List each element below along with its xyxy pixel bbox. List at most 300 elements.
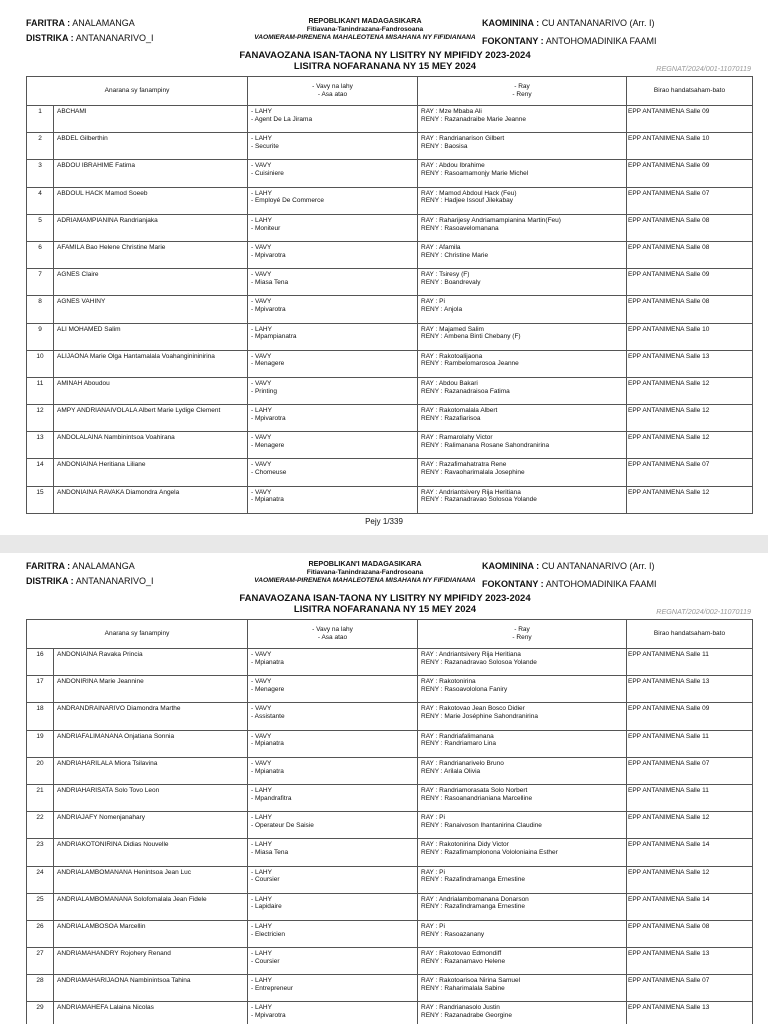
voter-number: 24 (27, 866, 54, 893)
voter-name: ANDONIAINA RAVAKA Diamondra Angela (54, 486, 248, 513)
voter-office: EPP ANTANIMENA Salle 07 (627, 459, 753, 486)
col-header-job: - Asa atao (317, 91, 348, 98)
voter-sex-job (248, 866, 418, 893)
voter-mother: RENY : Razanamavo Helene (421, 957, 506, 965)
col-header-mother: - Reny (512, 91, 532, 98)
voter-mother: RENY : Christine Marie (421, 251, 489, 259)
kaominina-value: CU ANTANANARIVO (Arr. I) (541, 18, 655, 28)
voter-office: EPP ANTANIMENA Salle 07 (627, 975, 753, 1002)
voter-parents (418, 432, 627, 459)
voter-number: 5 (27, 214, 54, 241)
col-header-sex: - Vavy na lahy (312, 83, 353, 91)
voter-parents (418, 866, 627, 893)
kaominina-line (482, 18, 655, 29)
voter-mother: RENY : Razafiarisoa (421, 414, 481, 422)
voter-sex: - VAVY (251, 162, 272, 170)
voter-table (26, 619, 753, 1024)
voter-row (27, 459, 753, 486)
voter-row (27, 784, 753, 811)
voter-row (27, 730, 753, 757)
voter-parents (418, 948, 627, 975)
voter-office: EPP ANTANIMENA Salle 12 (627, 405, 753, 432)
voter-office: EPP ANTANIMENA Salle 12 (627, 812, 753, 839)
voter-father: RAY : Tsiresy (F) (421, 271, 470, 279)
voter-row (27, 160, 753, 187)
document-title (160, 50, 610, 72)
voter-name: AGNES VAHINY (54, 296, 248, 323)
republic-name: REPOBLIKAN'I MADAGASIKARA (308, 16, 422, 25)
col-header-name: Anarana sy fanampiny (27, 620, 248, 649)
voter-row (27, 948, 753, 975)
voter-job: - Mpianatra (251, 740, 284, 748)
voter-sex: - LAHY (251, 189, 272, 197)
voter-sex-job (248, 269, 418, 296)
voter-mother: RENY : Razanadravao Solosoa Yolande (421, 658, 537, 666)
voter-name: ANDRIAMAHEFA Lalaina Nicolas (54, 1002, 248, 1024)
voter-mother: RENY : Razanadraisoa Fatima (421, 387, 510, 395)
voter-office: EPP ANTANIMENA Salle 08 (627, 241, 753, 268)
voter-sex-job (248, 377, 418, 404)
voter-sex: - VAVY (251, 678, 272, 686)
title-line-1: FANAVAOZANA ISAN-TAONA NY LISITRY NY MPIFIDY 2023-2024 (239, 593, 531, 604)
voter-sex-job (248, 812, 418, 839)
voter-office: EPP ANTANIMENA Salle 08 (627, 296, 753, 323)
voter-parents (418, 893, 627, 920)
voter-name: ANDRANDRAINARIVO Diamondra Marthe (54, 703, 248, 730)
voter-mother: RENY : Ravaoharimalala Josephine (421, 469, 525, 477)
voter-parents (418, 106, 627, 133)
voter-sex-job (248, 323, 418, 350)
voter-sex-job (248, 133, 418, 160)
voter-name: ALI MOHAMED Salim (54, 323, 248, 350)
col-header-sex-job (248, 77, 418, 106)
voter-office: EPP ANTANIMENA Salle 13 (627, 676, 753, 703)
voter-job: - Miasa Tena (251, 849, 289, 857)
voter-name: ANDONIRINA Marie Jeannine (54, 676, 248, 703)
voter-office: EPP ANTANIMENA Salle 08 (627, 214, 753, 241)
voter-sex: - LAHY (251, 814, 272, 822)
voter-sex: - VAVY (251, 352, 272, 360)
voter-row (27, 893, 753, 920)
voter-row (27, 296, 753, 323)
table-header-row (27, 620, 753, 649)
voter-job: - Menagere (251, 442, 285, 450)
faritra-line (26, 561, 135, 572)
voter-job: - Lapidaire (251, 903, 282, 911)
voter-job: - Mpianatra (251, 496, 284, 504)
voter-row (27, 432, 753, 459)
distrika-label: DISTRIKA : (26, 576, 74, 586)
voter-parents (418, 676, 627, 703)
voter-name: ANDOLALAINA Nambinintsoa Voahirana (54, 432, 248, 459)
voter-office: EPP ANTANIMENA Salle 07 (627, 757, 753, 784)
voter-row (27, 323, 753, 350)
voter-sex-job (248, 459, 418, 486)
voter-name: ANDRIALAMBOSOA Marcellin (54, 920, 248, 947)
voter-sex: - LAHY (251, 868, 272, 876)
voter-father: RAY : Mamod Abdoul Hack (Feu) (421, 189, 517, 197)
fokontany-label: FOKONTANY : (482, 36, 544, 46)
voter-office: EPP ANTANIMENA Salle 13 (627, 350, 753, 377)
voter-sex-job (248, 106, 418, 133)
voter-mother: RENY : Razanadraibe Marie Jeanne (421, 115, 527, 123)
voter-mother: RENY : Rambelomarosoa Jeanne (421, 360, 519, 368)
voter-mother: RENY : Arilala Olivia (421, 767, 481, 775)
voter-name: ANDRIAHARISATA Solo Tovo Leon (54, 784, 248, 811)
voter-sex: - VAVY (251, 705, 272, 713)
voter-number: 1 (27, 106, 54, 133)
voter-row (27, 1002, 753, 1024)
voter-row (27, 920, 753, 947)
voter-sex-job (248, 975, 418, 1002)
voter-number: 7 (27, 269, 54, 296)
voter-father: RAY : Razafimahatratra Rene (421, 461, 507, 469)
voter-office: EPP ANTANIMENA Salle 10 (627, 323, 753, 350)
voter-mother: RENY : Razanadrabe Georgine (421, 1012, 512, 1020)
voter-sex-job (248, 405, 418, 432)
voter-office: EPP ANTANIMENA Salle 08 (627, 920, 753, 947)
voter-sex: - LAHY (251, 325, 272, 333)
voter-number: 29 (27, 1002, 54, 1024)
voter-parents (418, 1002, 627, 1024)
voter-number: 6 (27, 241, 54, 268)
col-header-mother: - Reny (512, 634, 532, 641)
voter-parents (418, 703, 627, 730)
faritra-label: FARITRA : (26, 561, 71, 571)
voter-row (27, 269, 753, 296)
voter-father: RAY : Pi (421, 868, 445, 876)
voter-name: ANDRIAMAHARIJAONA Nambinintsoa Tahina (54, 975, 248, 1002)
voter-father: RAY : Andrialambomanana Donarson (421, 895, 529, 903)
voter-row (27, 676, 753, 703)
voter-sex: - VAVY (251, 651, 272, 658)
voter-parents (418, 839, 627, 866)
voter-name: AMPY ANDRIANAIVOLALA Albert Marie Lydige Clement (54, 405, 248, 432)
voter-father: RAY : Andriantsivery Rija Heritiana (421, 651, 521, 658)
voter-row (27, 649, 753, 676)
voter-number: 15 (27, 486, 54, 513)
fokontany-line (482, 579, 657, 590)
voter-number: 14 (27, 459, 54, 486)
col-header-father: - Ray (514, 83, 530, 91)
voter-father: RAY : Rakotovao Jean Bosco Didier (421, 705, 525, 713)
fokontany-line (482, 36, 657, 47)
col-header-sex-job (248, 620, 418, 649)
voter-office: EPP ANTANIMENA Salle 10 (627, 133, 753, 160)
distrika-line (26, 33, 154, 44)
voter-mother: RENY : Rasoavelomanana (421, 224, 499, 232)
voter-number: 23 (27, 839, 54, 866)
distrika-value: ANTANANARIVO_I (75, 33, 154, 43)
distrika-label: DISTRIKA : (26, 33, 74, 43)
voter-mother: RENY : Rasoanandrianiana Marcelline (421, 794, 533, 802)
table-header-row (27, 77, 753, 106)
voter-number: 11 (27, 377, 54, 404)
voter-parents (418, 975, 627, 1002)
voter-office: EPP ANTANIMENA Salle 09 (627, 269, 753, 296)
voter-mother: RENY : Rasoazanany (421, 930, 485, 938)
voter-row (27, 975, 753, 1002)
voter-list-page-2 (0, 553, 768, 1024)
voter-sex-job (248, 486, 418, 513)
voter-number: 13 (27, 432, 54, 459)
voter-sex-job (248, 160, 418, 187)
voter-number: 19 (27, 730, 54, 757)
voter-job: - Cuisiniere (251, 170, 284, 178)
voter-sex: - VAVY (251, 298, 272, 306)
voter-number: 17 (27, 676, 54, 703)
voter-name: AMINAH Aboudou (54, 377, 248, 404)
voter-row (27, 350, 753, 377)
voter-sex-job (248, 214, 418, 241)
voter-row (27, 187, 753, 214)
voter-sex: - LAHY (251, 841, 272, 849)
voter-sex: - LAHY (251, 407, 272, 415)
voter-sex: - VAVY (251, 243, 272, 251)
voter-office: EPP ANTANIMENA Salle 11 (627, 784, 753, 811)
voter-sex-job (248, 676, 418, 703)
voter-number: 2 (27, 133, 54, 160)
voter-sex: - VAVY (251, 271, 272, 279)
voter-parents (418, 214, 627, 241)
voter-office: EPP ANTANIMENA Salle 13 (627, 1002, 753, 1024)
voter-sex-job (248, 730, 418, 757)
republic-name: REPOBLIKAN'I MADAGASIKARA (308, 559, 422, 568)
voter-mother: RENY : Rasoavololona Faniry (421, 685, 508, 693)
voter-row (27, 377, 753, 404)
voter-row (27, 839, 753, 866)
voter-father: RAY : Randrianarison Gilbert (421, 135, 505, 143)
voter-mother: RENY : Baosisa (421, 142, 468, 150)
voter-name: ANDRIAMAHANDRY Rojohery Renand (54, 948, 248, 975)
voter-number: 26 (27, 920, 54, 947)
voter-number: 9 (27, 323, 54, 350)
voter-sex-job (248, 350, 418, 377)
voter-sex: - VAVY (251, 759, 272, 767)
faritra-value: ANALAMANGA (72, 18, 135, 28)
voter-parents (418, 459, 627, 486)
voter-mother: RENY : Razafindramanga Ernestine (421, 876, 525, 884)
voter-sex-job (248, 948, 418, 975)
voter-mother: RENY : Anjola (421, 306, 463, 314)
voter-father: RAY : Rakotonirina Didy Victor (421, 841, 509, 849)
voter-office: EPP ANTANIMENA Salle 11 (627, 649, 753, 676)
voter-father: RAY : Andriantsivery Rija Heritiana (421, 488, 521, 496)
voter-job: - Menagere (251, 360, 285, 368)
voter-office: EPP ANTANIMENA Salle 14 (627, 839, 753, 866)
voter-name: ALIJAONA Marie Olga Hantamalala Voahanginininirina (54, 350, 248, 377)
voter-parents (418, 377, 627, 404)
voter-mother: RENY : Ralimanana Rosane Sahondranirina (421, 442, 550, 450)
voter-office: EPP ANTANIMENA Salle 09 (627, 106, 753, 133)
voter-father: RAY : Rakotonirina (421, 678, 476, 686)
voter-name: ABDOU IBRAHIME Fatima (54, 160, 248, 187)
col-header-office: Birao handatsaham-bato (627, 77, 753, 106)
voter-sex: - LAHY (251, 1004, 272, 1012)
voter-job: - Mpivarotra (251, 251, 286, 259)
voter-job: - Miasa Tena (251, 278, 289, 286)
voter-mother: RENY : Marie Joséphine Sahondranirina (421, 713, 538, 721)
voter-name: AFAMILA Bao Helene Christine Marie (54, 241, 248, 268)
voter-job: - Printing (251, 387, 278, 395)
voter-mother: RENY : Randriamaro Lina (421, 740, 497, 748)
voter-name: ANDONIAINA Ravaka Princia (54, 649, 248, 676)
voter-number: 27 (27, 948, 54, 975)
voter-job: - Electricien (251, 930, 285, 938)
voter-row (27, 486, 753, 513)
voter-number: 28 (27, 975, 54, 1002)
voter-office: EPP ANTANIMENA Salle 13 (627, 948, 753, 975)
voter-name: ANDRIALAMBOMANANA Henintsoa Jean Luc (54, 866, 248, 893)
voter-job: - Coursier (251, 876, 280, 884)
voter-sex: - LAHY (251, 922, 272, 930)
voter-sex-job (248, 187, 418, 214)
voter-mother: RENY : Razafindramanga Ernestine (421, 903, 525, 911)
voter-mother: RENY : Razanadravao Solosoa Yolande (421, 496, 537, 504)
voter-father: RAY : Rakotomalala Albert (421, 407, 498, 415)
voter-row (27, 703, 753, 730)
republic-motto: Fitiavana-Tanindrazana-Fandrosoana (306, 25, 424, 33)
voter-name: ABDOUL HACK Mamod Soeeb (54, 187, 248, 214)
voter-job: - Employé De Commerce (251, 197, 324, 205)
voter-father: RAY : Majamed Salim (421, 325, 484, 333)
voter-job: - Coursier (251, 957, 280, 965)
voter-mother: RENY : Raharimalala Sabine (421, 985, 505, 993)
voter-job: - Operateur De Saisie (251, 821, 314, 829)
kaominina-label: KAOMININA : (482, 561, 540, 571)
voter-parents (418, 784, 627, 811)
fokontany-label: FOKONTANY : (482, 579, 544, 589)
voter-row (27, 106, 753, 133)
voter-row (27, 812, 753, 839)
voter-office: EPP ANTANIMENA Salle 09 (627, 703, 753, 730)
voter-sex: - LAHY (251, 895, 272, 903)
voter-father: RAY : Randriafalimanana (421, 732, 494, 740)
voter-job: - Moniteur (251, 224, 281, 232)
col-header-parents (418, 77, 627, 106)
col-header-father: - Ray (514, 626, 530, 634)
voter-row (27, 405, 753, 432)
kaominina-value: CU ANTANANARIVO (Arr. I) (541, 561, 655, 571)
voter-parents (418, 160, 627, 187)
col-header-sex: - Vavy na lahy (312, 626, 353, 634)
voter-father: RAY : Pi (421, 298, 445, 306)
document-title (160, 593, 610, 615)
voter-mother: RENY : Rasoamamonjy Marie Michel (421, 170, 529, 178)
voter-number: 20 (27, 757, 54, 784)
voter-sex: - VAVY (251, 488, 272, 496)
regnat-code: REGNAT/2024/002-11070119 (656, 607, 751, 616)
voter-parents (418, 812, 627, 839)
voter-sex: - LAHY (251, 216, 272, 224)
voter-office: EPP ANTANIMENA Salle 12 (627, 866, 753, 893)
voter-father: RAY : Abdou Ibrahime (421, 162, 485, 170)
commission-name: VAOMIERAM-PIRENENA MAHALEOTENA MISAHANA NY FIFIDIANANA (254, 34, 476, 41)
voter-sex: - LAHY (251, 786, 272, 794)
voter-sex-job (248, 1002, 418, 1024)
voter-father: RAY : Afamila (421, 243, 461, 251)
voter-office: EPP ANTANIMENA Salle 14 (627, 893, 753, 920)
voter-number: 4 (27, 187, 54, 214)
republic-header (220, 560, 510, 586)
voter-sex: - LAHY (251, 950, 272, 958)
voter-job: - Mpandrafitra (251, 794, 292, 802)
voter-sex: - VAVY (251, 434, 272, 442)
voter-sex-job (248, 703, 418, 730)
voter-row (27, 133, 753, 160)
voter-father: RAY : Rakotoalijaona (421, 352, 483, 360)
voter-sex: - LAHY (251, 135, 272, 143)
voter-sex-job (248, 296, 418, 323)
voter-job: - Mpivarotra (251, 414, 286, 422)
voter-mother: RENY : Boandrevaly (421, 278, 481, 286)
voter-job: - Mpampianatra (251, 333, 297, 341)
voter-table (26, 76, 753, 514)
voter-father: RAY : Randrianarivelo Bruno (421, 759, 504, 767)
voter-mother: RENY : Ambena Binti Chebany (F) (421, 333, 521, 341)
faritra-value: ANALAMANGA (72, 561, 135, 571)
voter-father: RAY : Ramarolahy Victor (421, 434, 493, 442)
voter-father: RAY : Randrianasolo Justin (421, 1004, 500, 1012)
col-header-parents (418, 620, 627, 649)
voter-sex: - LAHY (251, 108, 272, 115)
voter-mother: RENY : Hadjee Issouf Jilekabay (421, 197, 514, 205)
voter-mother: RENY : Ranaivoson Ihantanirina Claudine (421, 821, 542, 829)
voter-parents (418, 757, 627, 784)
voter-sex: - VAVY (251, 379, 272, 387)
title-line-2: LISITRA NOFARANANA NY 15 MEY 2024 (293, 61, 477, 72)
voter-row (27, 241, 753, 268)
fokontany-value: ANTOHOMADINIKA FAAMI (545, 579, 657, 589)
voter-number: 25 (27, 893, 54, 920)
voter-sex-job (248, 893, 418, 920)
voter-office: EPP ANTANIMENA Salle 12 (627, 377, 753, 404)
voter-sex: - VAVY (251, 461, 272, 469)
voter-office: EPP ANTANIMENA Salle 11 (627, 730, 753, 757)
voter-number: 18 (27, 703, 54, 730)
voter-sex-job (248, 920, 418, 947)
voter-name: ANDRIAKOTONIRINA Didias Nouvelle (54, 839, 248, 866)
republic-motto: Fitiavana-Tanindrazana-Fandrosoana (306, 568, 424, 576)
col-header-office: Birao handatsaham-bato (627, 620, 753, 649)
voter-number: 12 (27, 405, 54, 432)
voter-job: - Agent De La Jirama (251, 115, 313, 123)
voter-father: RAY : Pi (421, 814, 445, 822)
kaominina-line (482, 561, 655, 572)
voter-parents (418, 649, 627, 676)
voter-number: 8 (27, 296, 54, 323)
kaominina-label: KAOMININA : (482, 18, 540, 28)
voter-row (27, 757, 753, 784)
voter-parents (418, 296, 627, 323)
col-header-name: Anarana sy fanampiny (27, 77, 248, 106)
voter-parents (418, 241, 627, 268)
voter-row (27, 866, 753, 893)
voter-name: ANDONIAINA Heritiana Liliane (54, 459, 248, 486)
voter-father: RAY : Rakotovao Edmondiff (421, 950, 502, 958)
voter-parents (418, 323, 627, 350)
faritra-label: FARITRA : (26, 18, 71, 28)
voter-father: RAY : Raharijesy Andriamampianina Martin(Feu) (421, 216, 561, 224)
voter-sex: - LAHY (251, 977, 272, 985)
voter-parents (418, 405, 627, 432)
voter-parents (418, 269, 627, 296)
voter-name: ANDRIALAMBOMANANA Solofomalala Jean Fidele (54, 893, 248, 920)
voter-number: 16 (27, 649, 54, 676)
voter-number: 3 (27, 160, 54, 187)
voter-parents (418, 920, 627, 947)
voter-job: - Assistante (251, 713, 285, 721)
